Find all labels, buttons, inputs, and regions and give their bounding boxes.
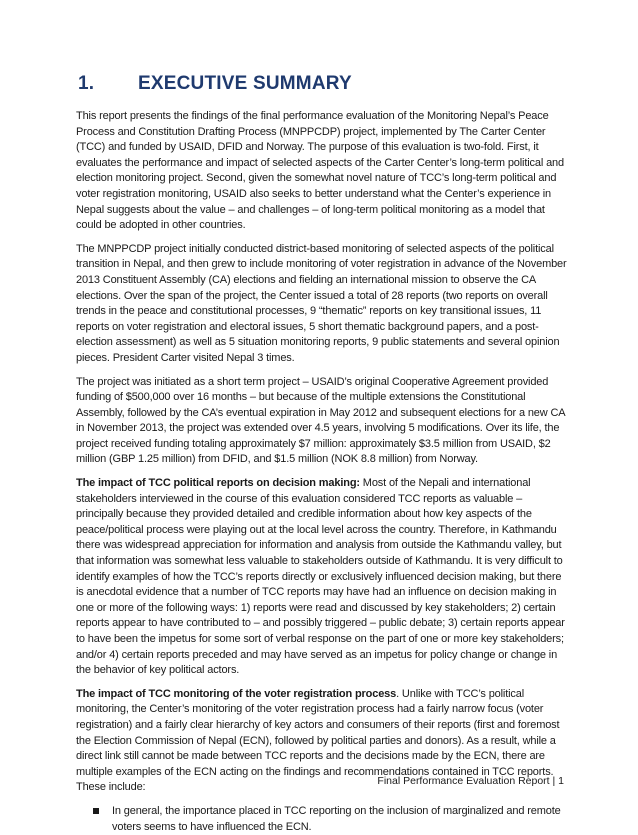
paragraph-political-impact-text: Most of the Nepali and international stakeholders interviewed in the course of this evaluation considered TCC reports as valuable – principally because they provided detailed and credible information about how key aspects of the peace/political process were playing out at the local level across the country. Therefore, in Kathmandu there was widespread appreciation for information and analysis from outside the Kathmandu valley, but that information was somewhat less valuable to stakeholders outside of Kathmandu. It is very difficult to identify examples of how the TCC’s reports directly or exclusively influenced decision making, but there is anecdotal evidence that a number of TCC reports may have had an influence on decision making in one or more of the following ways: 1) reports were read and discussed by key stakeholders; 2) certain reports appear to have contributed to – and possibly triggered – public debate; 3) certain reports appear to have been the impetus for some sort of verbal response on the part of one or more key stakeholders; and/or 4) certain reports preceded and may have served as an impetus for policy change or change in the behavior of key political actors. bbox=[76, 477, 565, 677]
paragraph-political-impact-lead: The impact of TCC political reports on decision making: bbox=[76, 477, 360, 490]
bullet-list bbox=[76, 804, 568, 835]
section-heading bbox=[78, 73, 578, 97]
section-number: 1. bbox=[78, 73, 95, 94]
paragraph-funding: The project was initiated as a short term project – USAID’s original Cooperative Agreement provided funding of $500,000 over 16 months – but because of the multiple extensions the Constitutional Assembly, followed by the CA’s eventual expiration in May 2012 and subsequent elections for a new CA in November 2013, the project was extended over 4.5 years, involving 5 modifications. Over its life, the project received funding totaling approximately $7 million: approximately $3.5 million from USAID, $2 million (GBP 1.25 million) from DFID, and $1.5 million (NOK 8.8 million) from Norway. bbox=[76, 375, 565, 466]
list-item bbox=[76, 804, 568, 835]
document-body bbox=[76, 109, 568, 835]
section-title: EXECUTIVE SUMMARY bbox=[138, 73, 352, 94]
paragraph-political-impact bbox=[76, 476, 568, 679]
square-bullet-icon bbox=[93, 808, 99, 814]
paragraph-project-overview: The MNPPCDP project initially conducted district-based monitoring of selected aspects of the political transition in Nepal, and then grew to include monitoring of voter registration in advance of the November 2013 Constituent Assembly (CA) elections and fielding an international mission to observe the CA elections. Over the span of the project, the Center issued a total of 28 reports (two reports on overall trends in the peace and constitutional processes, 9 “thematic” reports on key transitional issues, 11 reports on voter registration and electoral issues, 5 short thematic background papers, and a post-election assessment) as well as 5 situation monitoring reports, 9 public statements and several opinion pieces. President Carter visited Nepal 3 times. bbox=[76, 242, 567, 364]
page-footer: Final Performance Evaluation Report | 1 bbox=[377, 775, 564, 787]
list-item-text: In general, the importance placed in TCC reporting on the inclusion of marginalized and remote voters seems to have influenced the ECN. bbox=[112, 804, 561, 833]
paragraph-voter-registration-text: . Unlike with TCC’s political monitoring, the Center’s monitoring of the voter registration process had a fairly narrow focus (voter registration) and a fairly clear hierarchy of key actors and consumers of their reports (first and foremost the Election Commission of Nepal (ECN), followed by political parties and donors). As a result, while a direct link still cannot be made between TCC reports and the decisions made by the ECN, there are multiple examples of the ECN acting on the findings and recommendations contained in TCC reports. These include: bbox=[76, 687, 560, 794]
paragraph-purpose: This report presents the findings of the final performance evaluation of the Monitoring Nepal’s Peace Process and Constitution Drafting Process (MNPPCDP) project, implemented by The Carter Center (TCC) and funded by USAID, DFID and Norway. The purpose of this evaluation is two-fold. First, it evaluates the performance and impact of selected aspects of the Carter Center’s long-term political and election monitoring project. Second, given the somewhat novel nature of TCC’s long-term political and voter registration monitoring, USAID also seeks to better understand what the Center’s experience in Nepal suggests about the value – and challenges – of long-term political monitoring as a model that could be adopted in other countries. bbox=[76, 110, 564, 232]
paragraph-voter-registration-lead: The impact of TCC monitoring of the voter registration process bbox=[76, 687, 397, 700]
